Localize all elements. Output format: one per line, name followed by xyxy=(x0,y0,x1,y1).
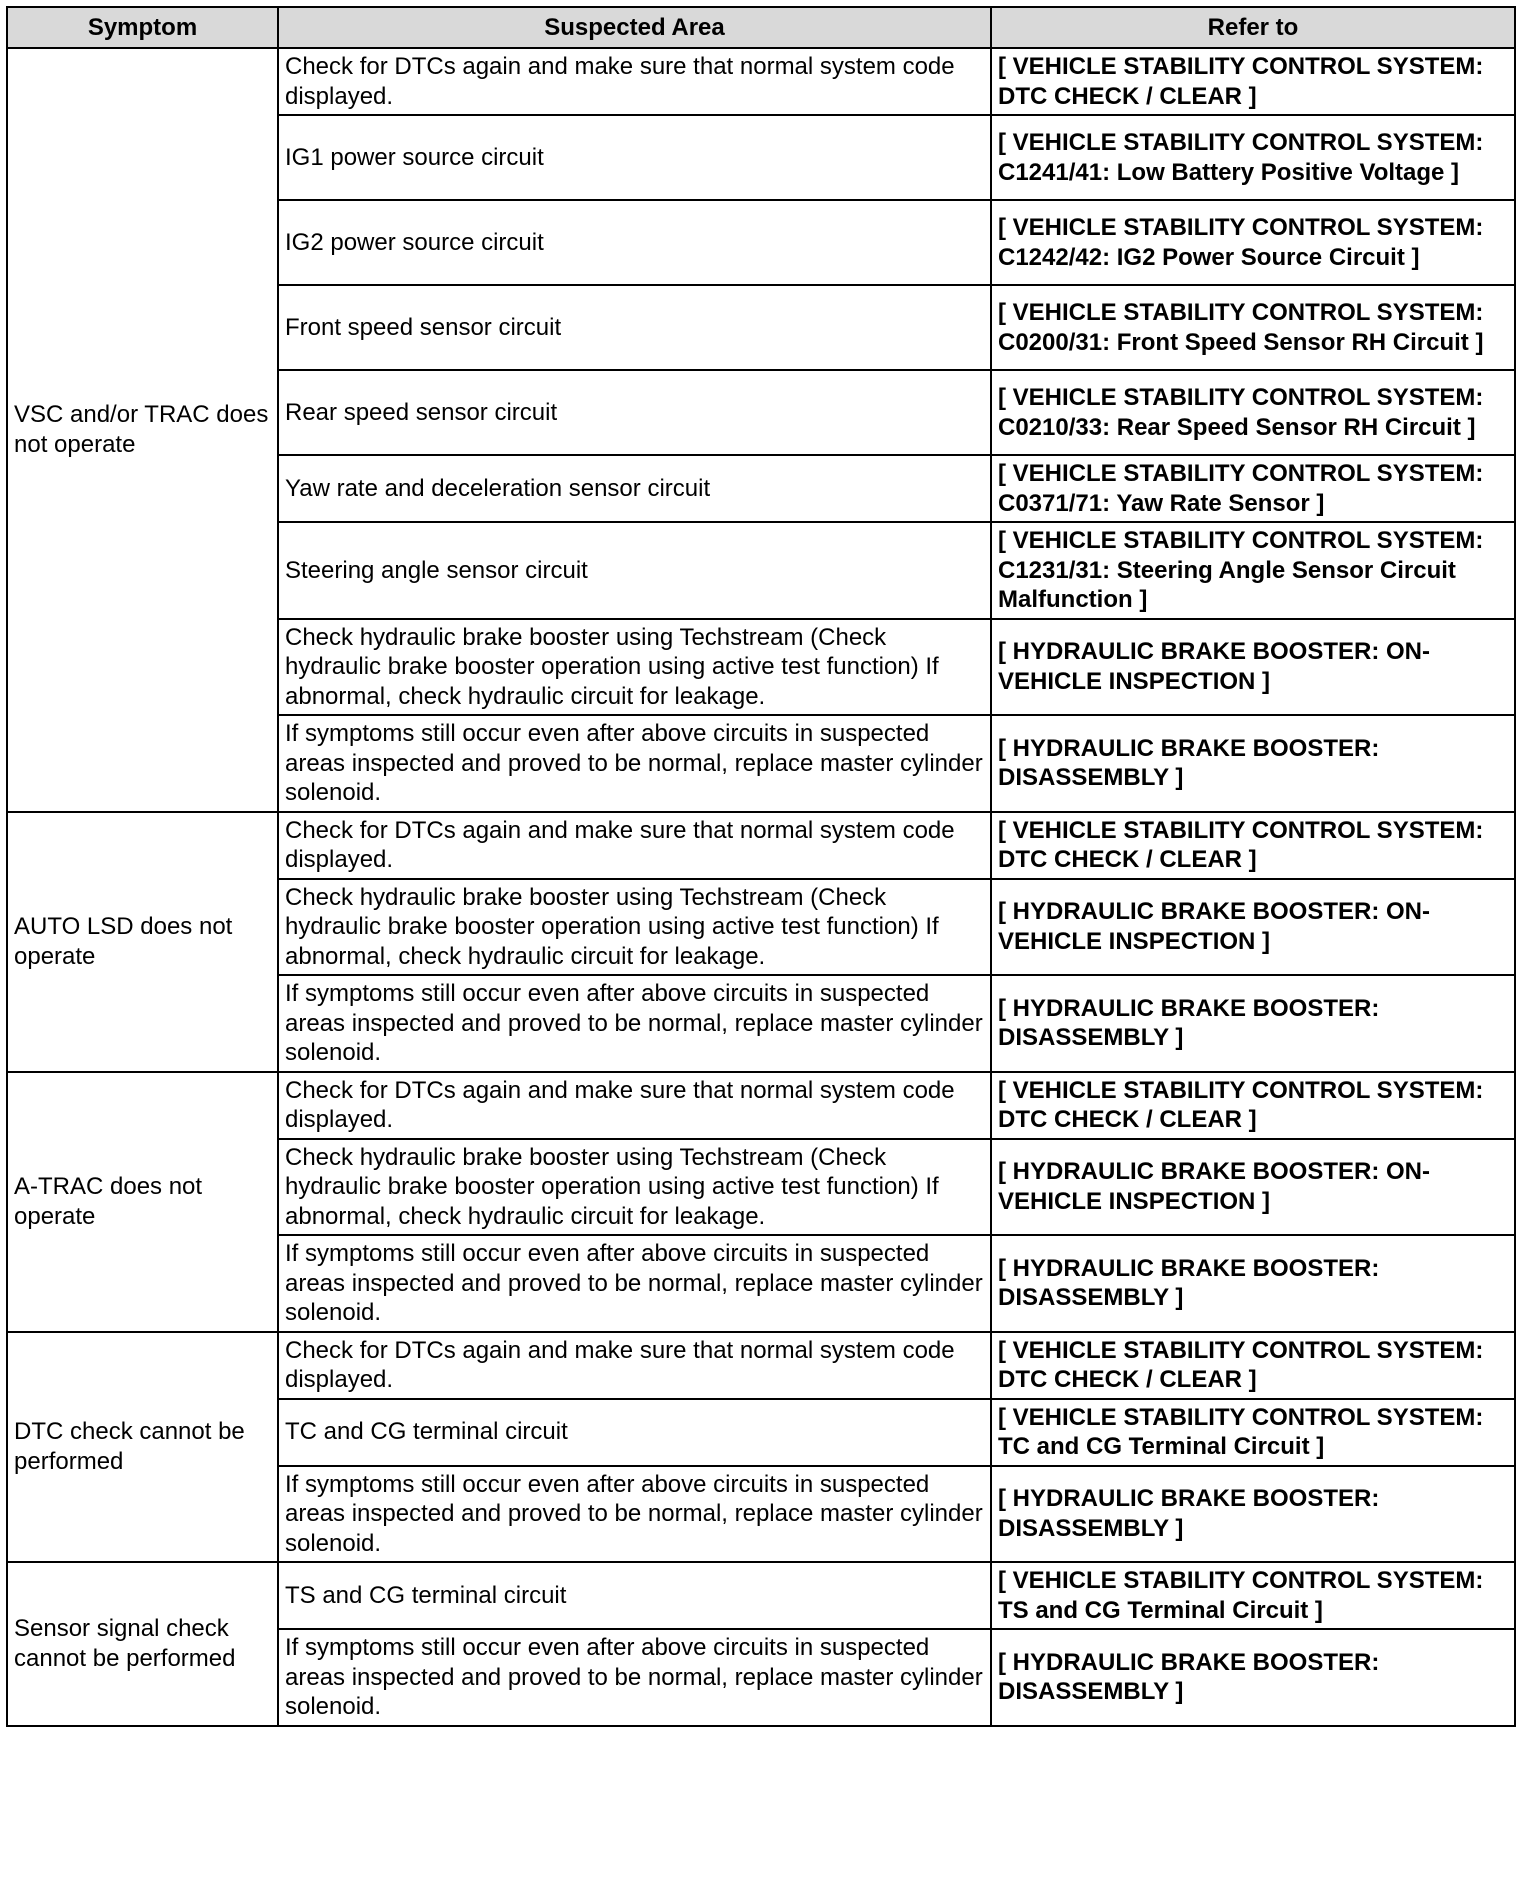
table-row xyxy=(7,1332,1515,1399)
refer-link[interactable]: [ VEHICLE STABILITY CONTROL SYSTEM: DTC CHECK / CLEAR ] xyxy=(991,812,1515,879)
suspected-area-cell: TS and CG terminal circuit xyxy=(278,1562,991,1629)
suspected-area-cell: Check for DTCs again and make sure that normal system code displayed. xyxy=(278,1072,991,1139)
header-symptom: Symptom xyxy=(7,7,278,48)
refer-link[interactable]: [ VEHICLE STABILITY CONTROL SYSTEM: C1242/42: IG2 Power Source Circuit ] xyxy=(991,200,1515,285)
suspected-area-cell: If symptoms still occur even after above circuits in suspected areas inspected and proved to be normal, replace master cylinder solenoid. xyxy=(278,715,991,812)
refer-link[interactable]: [ VEHICLE STABILITY CONTROL SYSTEM: DTC CHECK / CLEAR ] xyxy=(991,1332,1515,1399)
suspected-area-cell: If symptoms still occur even after above circuits in suspected areas inspected and proved to be normal, replace master cylinder solenoid. xyxy=(278,975,991,1072)
refer-link[interactable]: [ HYDRAULIC BRAKE BOOSTER: ON-VEHICLE INSPECTION ] xyxy=(991,879,1515,976)
symptom-cell: Sensor signal check cannot be performed xyxy=(7,1562,278,1726)
symptom-cell: A-TRAC does not operate xyxy=(7,1072,278,1332)
refer-link[interactable]: [ VEHICLE STABILITY CONTROL SYSTEM: TS and CG Terminal Circuit ] xyxy=(991,1562,1515,1629)
refer-link[interactable]: [ VEHICLE STABILITY CONTROL SYSTEM: C0200/31: Front Speed Sensor RH Circuit ] xyxy=(991,285,1515,370)
header-refer-to: Refer to xyxy=(991,7,1515,48)
refer-link[interactable]: [ HYDRAULIC BRAKE BOOSTER: DISASSEMBLY ] xyxy=(991,1466,1515,1563)
suspected-area-cell: Check hydraulic brake booster using Techstream (Check hydraulic brake booster operation using active test function) If abnormal, check hydraulic circuit for leakage. xyxy=(278,879,991,976)
refer-link[interactable]: [ HYDRAULIC BRAKE BOOSTER: DISASSEMBLY ] xyxy=(991,975,1515,1072)
table-row xyxy=(7,1072,1515,1139)
refer-link[interactable]: [ HYDRAULIC BRAKE BOOSTER: DISASSEMBLY ] xyxy=(991,1629,1515,1726)
suspected-area-cell: IG1 power source circuit xyxy=(278,115,991,200)
refer-link[interactable]: [ VEHICLE STABILITY CONTROL SYSTEM: C1241/41: Low Battery Positive Voltage ] xyxy=(991,115,1515,200)
suspected-area-cell: Yaw rate and deceleration sensor circuit xyxy=(278,455,991,522)
refer-link[interactable]: [ HYDRAULIC BRAKE BOOSTER: ON-VEHICLE INSPECTION ] xyxy=(991,619,1515,716)
suspected-area-cell: Check hydraulic brake booster using Techstream (Check hydraulic brake booster operation using active test function) If abnormal, check hydraulic circuit for leakage. xyxy=(278,619,991,716)
refer-link[interactable]: [ VEHICLE STABILITY CONTROL SYSTEM: DTC CHECK / CLEAR ] xyxy=(991,1072,1515,1139)
suspected-area-cell: TC and CG terminal circuit xyxy=(278,1399,991,1466)
refer-link[interactable]: [ HYDRAULIC BRAKE BOOSTER: DISASSEMBLY ] xyxy=(991,715,1515,812)
refer-link[interactable]: [ VEHICLE STABILITY CONTROL SYSTEM: TC and CG Terminal Circuit ] xyxy=(991,1399,1515,1466)
refer-link[interactable]: [ HYDRAULIC BRAKE BOOSTER: ON-VEHICLE INSPECTION ] xyxy=(991,1139,1515,1236)
header-row xyxy=(7,7,1515,48)
suspected-area-cell: IG2 power source circuit xyxy=(278,200,991,285)
refer-link[interactable]: [ HYDRAULIC BRAKE BOOSTER: DISASSEMBLY ] xyxy=(991,1235,1515,1332)
refer-link[interactable]: [ VEHICLE STABILITY CONTROL SYSTEM: C1231/31: Steering Angle Sensor Circuit Malfunction ] xyxy=(991,522,1515,619)
suspected-area-cell: If symptoms still occur even after above circuits in suspected areas inspected and proved to be normal, replace master cylinder solenoid. xyxy=(278,1235,991,1332)
suspected-area-cell: If symptoms still occur even after above circuits in suspected areas inspected and proved to be normal, replace master cylinder solenoid. xyxy=(278,1629,991,1726)
header-suspected-area: Suspected Area xyxy=(278,7,991,48)
symptom-cell: AUTO LSD does not operate xyxy=(7,812,278,1072)
refer-link[interactable]: [ VEHICLE STABILITY CONTROL SYSTEM: C0210/33: Rear Speed Sensor RH Circuit ] xyxy=(991,370,1515,455)
suspected-area-cell: Steering angle sensor circuit xyxy=(278,522,991,619)
diagnosis-table xyxy=(6,6,1516,1727)
suspected-area-cell: Front speed sensor circuit xyxy=(278,285,991,370)
suspected-area-cell: Check hydraulic brake booster using Techstream (Check hydraulic brake booster operation using active test function) If abnormal, check hydraulic circuit for leakage. xyxy=(278,1139,991,1236)
suspected-area-cell: Check for DTCs again and make sure that normal system code displayed. xyxy=(278,48,991,115)
symptom-cell: DTC check cannot be performed xyxy=(7,1332,278,1563)
table-row xyxy=(7,812,1515,879)
symptom-cell: VSC and/or TRAC does not operate xyxy=(7,48,278,812)
suspected-area-cell: Check for DTCs again and make sure that normal system code displayed. xyxy=(278,1332,991,1399)
suspected-area-cell: If symptoms still occur even after above circuits in suspected areas inspected and proved to be normal, replace master cylinder solenoid. xyxy=(278,1466,991,1563)
table-row xyxy=(7,1562,1515,1629)
suspected-area-cell: Rear speed sensor circuit xyxy=(278,370,991,455)
table-row xyxy=(7,48,1515,115)
refer-link[interactable]: [ VEHICLE STABILITY CONTROL SYSTEM: C0371/71: Yaw Rate Sensor ] xyxy=(991,455,1515,522)
refer-link[interactable]: [ VEHICLE STABILITY CONTROL SYSTEM: DTC CHECK / CLEAR ] xyxy=(991,48,1515,115)
suspected-area-cell: Check for DTCs again and make sure that normal system code displayed. xyxy=(278,812,991,879)
